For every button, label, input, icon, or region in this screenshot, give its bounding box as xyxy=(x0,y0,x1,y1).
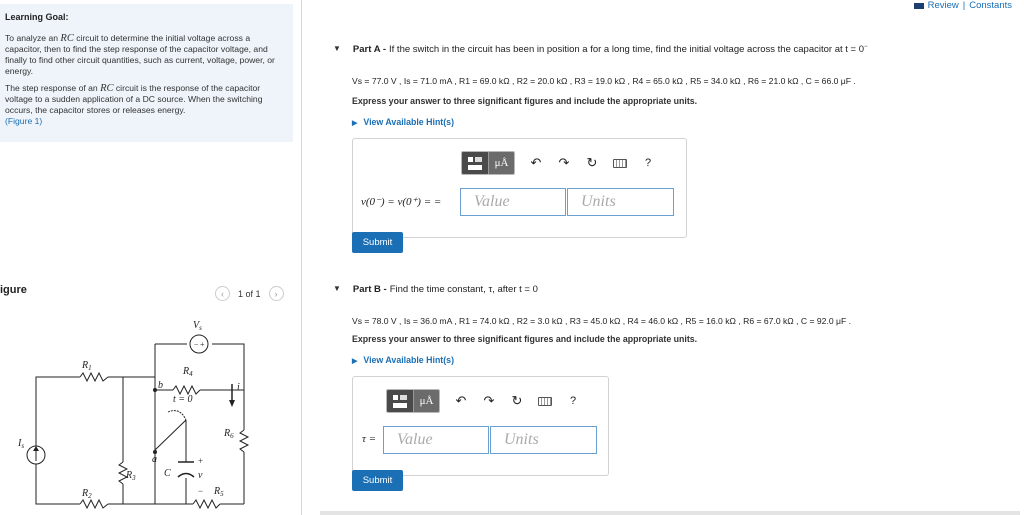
part-a-question: If the switch in the circuit has been in position a for a long time, find the initial voltage across the capacitor at t = 0− xyxy=(389,44,868,56)
part-a-template-group xyxy=(461,151,515,175)
part-b-submit-button[interactable]: Submit xyxy=(352,470,403,491)
learning-goal-text-1: To analyze an RC circuit to determine the initial voltage across a capacitor, then to find the step response of the capacitor voltage, and finally to find other circuit quantities, such as current, voltage, power, or energy. xyxy=(5,33,275,76)
part-b-given: Vs = 78.0 V , Is = 36.0 mA , R1 = 74.0 kΩ , R2 = 3.0 kΩ , R3 = 45.0 kΩ , R4 = 46.0 kΩ , R5 = 16.0 kΩ , R6 = 67.0 kΩ , C = 92.0 μF . xyxy=(352,316,851,326)
part-b xyxy=(333,284,1013,499)
hint-triangle-icon: ▶ xyxy=(352,358,358,365)
chevron-right-icon[interactable]: › xyxy=(269,286,284,301)
part-b-question: Find the time constant, τ, after t = 0 xyxy=(389,284,538,295)
constants-link[interactable]: Constants xyxy=(969,0,1012,11)
template-icon[interactable] xyxy=(462,152,488,174)
label-r1: $R_1$ xyxy=(82,360,92,372)
part-a-instructions: Express your answer to three significant figures and include the appropriate units. xyxy=(352,96,698,106)
pager-count: 1 of 1 xyxy=(238,288,261,299)
keyboard-icon[interactable] xyxy=(613,159,627,168)
keyboard-icon[interactable] xyxy=(538,397,552,406)
learning-goal-text-2: The step response of an RC circuit is the response of the capacitor voltage to a sudden application of a DC source. When the switching occurs, the capacitor stores or releases energy. (Figure 1) xyxy=(5,83,263,126)
template-icon[interactable] xyxy=(387,390,413,412)
reset-icon[interactable]: ↻ xyxy=(586,155,598,170)
figure-pager xyxy=(215,286,284,301)
part-a-given: Vs = 77.0 V , Is = 71.0 mA , R1 = 69.0 kΩ , R2 = 20.0 kΩ , R3 = 19.0 kΩ , R4 = 65.0 kΩ , R5 = 34.0 kΩ , R6 = 21.0 kΩ , C = 66.0 μF . xyxy=(352,76,856,86)
label-t0: t = 0 xyxy=(173,394,193,405)
undo-icon[interactable]: ↶ xyxy=(530,155,542,170)
part-a-answer-box xyxy=(352,138,687,238)
label-is: $I_s$ xyxy=(18,438,25,450)
part-b-hint[interactable]: ▶ View Available Hint(s) xyxy=(352,355,454,365)
part-b-answer-box xyxy=(352,376,609,476)
chevron-left-icon[interactable]: ‹ xyxy=(215,286,230,301)
label-r4: $R_4$ xyxy=(183,366,193,378)
label-r6: $R_6$ xyxy=(224,428,234,440)
part-a-toolbar xyxy=(461,151,655,175)
part-b-equation: τ = xyxy=(362,433,377,445)
part-b-header[interactable] xyxy=(333,284,1013,295)
svg-text:+: + xyxy=(200,340,205,349)
part-a-header[interactable] xyxy=(333,44,1013,55)
svg-text:−: − xyxy=(194,340,199,349)
label-a: a xyxy=(152,454,157,465)
bottom-divider xyxy=(320,511,1020,515)
review-link[interactable]: Review xyxy=(927,0,959,11)
reset-icon[interactable]: ↻ xyxy=(511,393,523,408)
collapse-triangle-icon[interactable]: ▼ xyxy=(333,284,341,293)
review-icon xyxy=(914,3,924,9)
label-r3: $R_3$ xyxy=(126,470,136,482)
review-constants xyxy=(914,0,1012,11)
figure-link[interactable]: (Figure 1) xyxy=(5,116,43,126)
part-b-instructions: Express your answer to three significant figures and include the appropriate units. xyxy=(352,334,698,344)
help-icon[interactable]: ? xyxy=(569,395,577,407)
undo-icon[interactable]: ↶ xyxy=(455,393,467,408)
redo-icon[interactable]: ↷ xyxy=(558,155,570,170)
label-plus: + xyxy=(198,456,204,466)
part-b-toolbar xyxy=(386,389,580,413)
label-vs: $V_s$ xyxy=(193,320,202,332)
learning-goal-title: Learning Goal: xyxy=(5,12,69,22)
figure-title: igure xyxy=(0,284,27,296)
label-r5: $R_5$ xyxy=(214,486,224,498)
label-minus: − xyxy=(198,486,204,496)
learning-goal-box xyxy=(0,4,293,142)
part-a xyxy=(333,44,1013,259)
help-icon[interactable]: ? xyxy=(644,157,652,169)
units-button[interactable]: μÅ xyxy=(488,152,514,174)
part-b-name: Part B - xyxy=(352,284,387,295)
left-panel xyxy=(0,0,302,515)
label-cap: C xyxy=(164,468,171,479)
part-b-template-group xyxy=(386,389,440,413)
collapse-triangle-icon[interactable]: ▼ xyxy=(333,44,341,53)
part-b-value-input[interactable]: Value xyxy=(383,426,489,454)
part-a-hint[interactable]: ▶ View Available Hint(s) xyxy=(352,117,454,127)
units-button[interactable]: μÅ xyxy=(413,390,439,412)
part-a-units-input[interactable]: Units xyxy=(567,188,674,216)
review-separator: | xyxy=(962,0,966,11)
label-v: v xyxy=(198,470,203,481)
part-a-submit-button[interactable]: Submit xyxy=(352,232,403,253)
label-b: b xyxy=(158,380,163,391)
part-a-name: Part A - xyxy=(352,44,387,55)
hint-triangle-icon: ▶ xyxy=(352,120,358,127)
circuit-diagram xyxy=(18,312,258,512)
part-a-value-input[interactable]: Value xyxy=(460,188,566,216)
part-a-equation: v(0⁻) = v(0⁺) = = xyxy=(361,196,442,208)
part-b-units-input[interactable]: Units xyxy=(490,426,597,454)
redo-icon[interactable]: ↷ xyxy=(483,393,495,408)
label-i: i xyxy=(237,382,240,393)
label-r2: $R_2$ xyxy=(82,488,92,500)
